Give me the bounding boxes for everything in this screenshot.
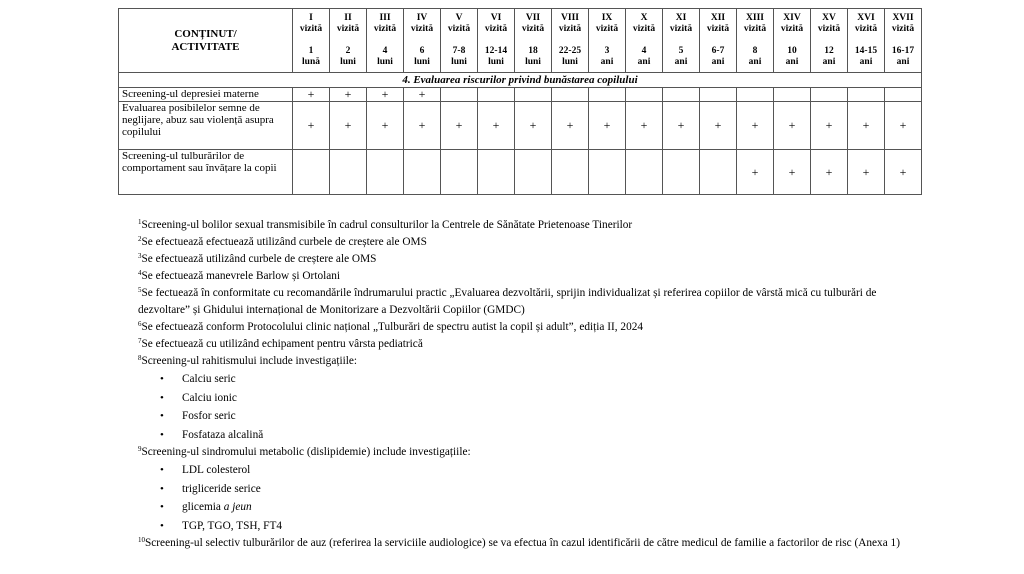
footnote <box>138 285 918 319</box>
visit-unit: ani <box>674 57 688 67</box>
mark-cell <box>367 150 404 195</box>
mark-cell: + <box>737 150 774 195</box>
list-item: • TGP, TGO, TSH, FT4 <box>160 517 918 536</box>
footnote-text: Se efectuează efectuează utilizând curbele de creștere ale OMS <box>141 236 427 248</box>
header-line: CONȚINUT/ <box>174 27 237 40</box>
visit-roman: V <box>455 13 463 23</box>
visit-roman: XIV <box>783 13 801 23</box>
mark-cell <box>478 150 515 195</box>
mark-cell <box>515 150 552 195</box>
visit-header <box>589 9 626 73</box>
visit-unit: luni <box>414 57 430 67</box>
visit-header <box>885 9 922 73</box>
visit-label: vizită <box>817 24 841 34</box>
table-row <box>119 88 922 102</box>
visit-age: 8 <box>752 46 758 56</box>
footnote-text: Se fectuează în conformitate cu recomandările îndrumarului practic „Evaluarea dezvoltării, sprijin individualizat și referirea copiilor de vârstă mică cu tulburări de dezvoltare” și Ghidului internațional de Monitorizare a Dezvoltării Copiilor (GMDC) <box>138 287 877 316</box>
visit-roman: X <box>640 13 648 23</box>
visit-unit: ani <box>859 57 873 67</box>
visit-header <box>626 9 663 73</box>
section-title: 4. Evaluarea riscurilor privind bunăstarea copilului <box>119 73 922 88</box>
metabolic-investigations-list <box>138 461 918 535</box>
footnotes <box>138 217 918 552</box>
footnote-number: 3 <box>138 252 142 260</box>
visit-header <box>293 9 330 73</box>
mark-cell: + <box>552 102 589 150</box>
mark-cell: + <box>293 102 330 150</box>
mark-cell: + <box>848 102 885 150</box>
mark-cell: + <box>367 88 404 102</box>
visit-header <box>848 9 885 73</box>
visit-header <box>330 9 367 73</box>
visit-unit: ani <box>822 57 836 67</box>
visit-label: vizită <box>373 24 397 34</box>
footnote <box>138 319 918 336</box>
list-item: • trigliceride serice <box>160 480 918 499</box>
visit-label: vizită <box>780 24 804 34</box>
footnote <box>138 444 918 461</box>
footnote <box>138 234 918 251</box>
visit-unit: luni <box>562 57 578 67</box>
visit-age: 10 <box>787 46 797 56</box>
visit-roman: IX <box>601 13 613 23</box>
visit-age: 4 <box>382 46 388 56</box>
visit-roman: VIII <box>561 13 579 23</box>
footnote <box>138 336 918 353</box>
visit-unit: ani <box>785 57 799 67</box>
content-activity-header <box>119 9 293 73</box>
footnote <box>138 217 918 234</box>
mark-cell <box>441 150 478 195</box>
footnote-number: 8 <box>138 354 142 362</box>
visit-age: 7-8 <box>452 46 466 56</box>
visit-label: vizită <box>891 24 915 34</box>
footnote-text: Screening-ul sindromului metabolic (dislipidemie) include investigațiile: <box>141 446 471 458</box>
mark-cell: + <box>441 102 478 150</box>
mark-cell <box>515 88 552 102</box>
visit-unit: luni <box>488 57 504 67</box>
footnote-number: 6 <box>138 320 142 328</box>
footnote <box>138 251 918 268</box>
visit-unit: luni <box>451 57 467 67</box>
mark-cell: + <box>700 102 737 150</box>
visit-header <box>515 9 552 73</box>
visit-age: 3 <box>604 46 610 56</box>
visit-roman: XV <box>822 13 836 23</box>
mark-cell <box>737 88 774 102</box>
footnote-text: Screening-ul bolilor sexual transmisibile în cadrul consulturilor la Centrele de Sănătate Prietenoase Tinerilor <box>141 219 633 231</box>
mark-cell <box>811 88 848 102</box>
mark-cell: + <box>478 102 515 150</box>
footnote-text: Se efectuează manevrele Barlow și Ortolani <box>141 270 341 282</box>
visit-age: 6-7 <box>711 46 725 56</box>
mark-cell: + <box>589 102 626 150</box>
visit-roman: XII <box>710 13 726 23</box>
visit-unit: ani <box>748 57 762 67</box>
visit-roman: VII <box>525 13 541 23</box>
visit-age: 12-14 <box>484 46 508 56</box>
section-row <box>119 73 922 88</box>
list-item: • Fosfataza alcalină <box>160 426 918 445</box>
mark-cell: + <box>367 102 404 150</box>
footnote <box>138 535 918 552</box>
footnote <box>138 268 918 285</box>
footnote-number: 5 <box>138 286 142 294</box>
visit-roman: I <box>309 13 313 23</box>
footnote-text: Screening-ul selectiv tulburărilor de auz (referirea la serviciile audiologice) se va efectua în cazul identificării de către medicul de familie a factorilor de risc (Anexa 1) <box>145 537 900 549</box>
footnote-text: Se efectuează cu utilizând echipament pentru vârsta pediatrică <box>141 338 423 350</box>
list-item <box>160 498 918 517</box>
visit-header <box>663 9 700 73</box>
footnote-number: 7 <box>138 337 142 345</box>
visit-header <box>478 9 515 73</box>
footnote-number: 9 <box>138 445 142 453</box>
mark-cell: + <box>330 88 367 102</box>
mark-cell <box>404 150 441 195</box>
visit-unit: ani <box>600 57 614 67</box>
mark-cell <box>663 150 700 195</box>
mark-cell <box>626 88 663 102</box>
list-item: • LDL colesterol <box>160 461 918 480</box>
rickets-investigations-list <box>138 370 918 444</box>
mark-cell <box>478 88 515 102</box>
visit-header <box>441 9 478 73</box>
footnote <box>138 353 918 370</box>
visit-unit: ani <box>637 57 651 67</box>
visit-label: vizită <box>484 24 508 34</box>
visit-roman: XVII <box>892 13 914 23</box>
mark-cell: + <box>774 150 811 195</box>
visit-schedule-table <box>118 8 922 195</box>
mark-cell: + <box>404 102 441 150</box>
mark-cell: + <box>811 102 848 150</box>
visit-label: vizită <box>743 24 767 34</box>
visit-label: vizită <box>632 24 656 34</box>
visit-unit: luni <box>340 57 356 67</box>
mark-cell <box>552 150 589 195</box>
visit-age: 22-25 <box>558 46 582 56</box>
mark-cell: + <box>737 102 774 150</box>
mark-cell <box>885 88 922 102</box>
visit-roman: XI <box>675 13 687 23</box>
visit-unit: ani <box>711 57 725 67</box>
footnote-text: Screening-ul rahitismului include investigațiile: <box>141 355 358 367</box>
mark-cell: + <box>626 102 663 150</box>
table-header-row <box>119 9 922 73</box>
visit-age: 1 <box>308 46 314 56</box>
mark-cell: + <box>811 150 848 195</box>
mark-cell <box>700 150 737 195</box>
visit-roman: VI <box>490 13 502 23</box>
visit-label: vizită <box>595 24 619 34</box>
mark-cell <box>293 150 330 195</box>
mark-cell: + <box>774 102 811 150</box>
mark-cell: + <box>293 88 330 102</box>
a-jeun-suffix: a jeun <box>223 501 252 513</box>
header-line: ACTIVITATE <box>171 40 240 53</box>
footnote-number: 4 <box>138 269 142 277</box>
visit-label: vizită <box>669 24 693 34</box>
visit-label: vizită <box>336 24 360 34</box>
mark-cell <box>441 88 478 102</box>
mark-cell: + <box>404 88 441 102</box>
visit-roman: III <box>379 13 391 23</box>
mark-cell <box>663 88 700 102</box>
mark-cell <box>330 150 367 195</box>
activity-cell: Screening-ul tulburărilor de comportament sau învățare la copii <box>119 150 293 195</box>
visit-age: 2 <box>345 46 351 56</box>
visit-label: vizită <box>447 24 471 34</box>
visit-header <box>552 9 589 73</box>
visit-label: vizită <box>521 24 545 34</box>
visit-label: vizită <box>706 24 730 34</box>
mark-cell: + <box>885 102 922 150</box>
list-item: • Calciu ionic <box>160 389 918 408</box>
footnote-text: Se efectuează utilizând curbele de creștere ale OMS <box>141 253 377 265</box>
visit-label: vizită <box>854 24 878 34</box>
mark-cell <box>626 150 663 195</box>
visit-age: 4 <box>641 46 647 56</box>
visit-age: 12 <box>824 46 834 56</box>
footnote-number: 10 <box>138 536 145 544</box>
visit-roman: IV <box>416 13 428 23</box>
visit-header <box>811 9 848 73</box>
visit-roman: II <box>344 13 352 23</box>
visit-header <box>404 9 441 73</box>
footnote-number: 2 <box>138 235 142 243</box>
mark-cell: + <box>663 102 700 150</box>
visit-unit: luni <box>525 57 541 67</box>
visit-unit: ani <box>896 57 910 67</box>
visit-label: vizită <box>558 24 582 34</box>
visit-header <box>700 9 737 73</box>
visit-age: 5 <box>678 46 684 56</box>
table-row <box>119 102 922 150</box>
visit-age: 14-15 <box>854 46 878 56</box>
visit-label: vizită <box>299 24 323 34</box>
table-row <box>119 150 922 195</box>
mark-cell: + <box>848 150 885 195</box>
activity-cell: Screening-ul depresiei materne <box>119 88 293 102</box>
visit-age: 6 <box>419 46 425 56</box>
visit-unit: luni <box>377 57 393 67</box>
mark-cell <box>589 88 626 102</box>
footnote-number: 1 <box>138 218 142 226</box>
visit-unit: lună <box>302 57 320 67</box>
mark-cell <box>589 150 626 195</box>
footnote-text: Se efectuează conform Protocolului clinic național „Tulburări de spectru autist la copil și adult”, ediția II, 2024 <box>141 321 644 333</box>
visit-age: 18 <box>528 46 538 56</box>
visit-label: vizită <box>410 24 434 34</box>
mark-cell: + <box>515 102 552 150</box>
mark-cell <box>552 88 589 102</box>
mark-cell <box>700 88 737 102</box>
mark-cell <box>774 88 811 102</box>
visit-roman: XIII <box>746 13 764 23</box>
visit-header <box>737 9 774 73</box>
visit-roman: XVI <box>857 13 875 23</box>
mark-cell: + <box>330 102 367 150</box>
visit-age: 16-17 <box>891 46 915 56</box>
mark-cell: + <box>885 150 922 195</box>
visit-header <box>774 9 811 73</box>
mark-cell <box>848 88 885 102</box>
list-item-text: glicemia <box>182 501 221 513</box>
visit-header <box>367 9 404 73</box>
list-item: • Fosfor seric <box>160 407 918 426</box>
activity-cell: Evaluarea posibilelor semne de neglijare, abuz sau violență asupra copilului <box>119 102 293 150</box>
list-item: • Calciu seric <box>160 370 918 389</box>
